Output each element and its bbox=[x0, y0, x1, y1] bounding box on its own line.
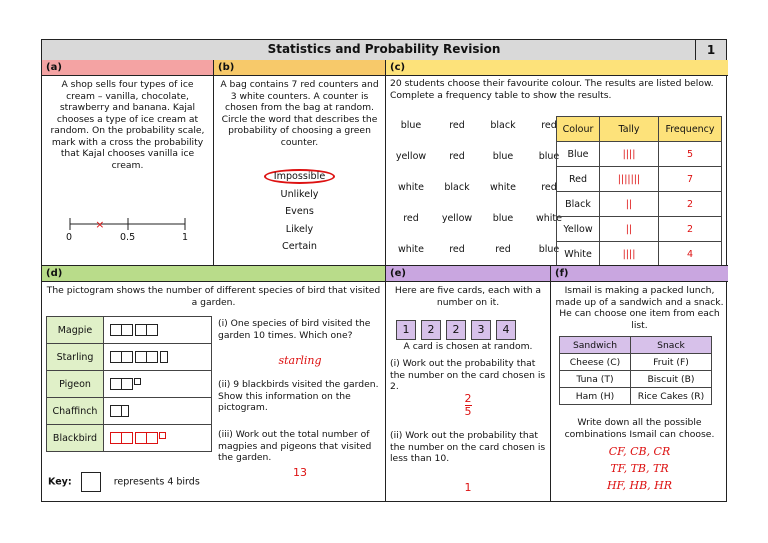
d-answer-3: 13 bbox=[293, 466, 307, 479]
data-cell: red bbox=[541, 182, 557, 193]
card: 2 bbox=[446, 320, 466, 340]
data-cell: blue bbox=[538, 151, 560, 162]
section-d bbox=[42, 266, 386, 502]
scale-label-1: 1 bbox=[182, 232, 189, 243]
card: 1 bbox=[396, 320, 416, 340]
section-f-label: (f) bbox=[551, 266, 728, 282]
data-cell: blue bbox=[492, 213, 514, 224]
snack-cell: Rice Cakes (R) bbox=[631, 388, 712, 405]
section-d-label: (d) bbox=[42, 266, 385, 282]
section-b-text: A bag contains 7 red counters and 3 white counters. A counter is chosen from the bag at random. Circle the word that describes the probability of choosing a green counter. bbox=[220, 79, 379, 148]
fraction-numerator: 2 bbox=[464, 392, 472, 405]
row-freq: 5 bbox=[659, 142, 722, 167]
pictogram-key bbox=[48, 472, 200, 492]
e-chosen: A card is chosen at random. bbox=[403, 341, 533, 352]
data-cell: red bbox=[403, 213, 419, 224]
key-label: Key: bbox=[48, 476, 72, 488]
pictogram-row bbox=[104, 398, 212, 425]
frequency-table bbox=[556, 116, 722, 266]
data-cell: red bbox=[449, 244, 465, 255]
section-e-label: (e) bbox=[386, 266, 550, 282]
row-colour: Red bbox=[557, 167, 600, 192]
bird-label: Blackbird bbox=[47, 425, 104, 452]
card: 3 bbox=[471, 320, 491, 340]
pictogram-row bbox=[104, 317, 212, 344]
section-c-label: (c) bbox=[386, 60, 728, 76]
title-bar bbox=[42, 40, 726, 61]
key-square-icon bbox=[81, 472, 101, 492]
lunch-table bbox=[559, 336, 712, 405]
data-cell: yellow bbox=[441, 213, 473, 224]
worksheet-title: Statistics and Probability Revision bbox=[267, 42, 501, 56]
snack-cell: Fruit (F) bbox=[631, 354, 712, 371]
sandwich-cell: Tuna (T) bbox=[560, 371, 631, 388]
row-tally: |||| bbox=[600, 242, 659, 267]
e-answer-1 bbox=[386, 393, 550, 418]
word-impossible: Impossible bbox=[264, 169, 335, 184]
row-tally: || bbox=[600, 217, 659, 242]
answer-line: HF, HB, HR bbox=[606, 479, 673, 492]
data-cell: red bbox=[541, 120, 557, 131]
probability-words bbox=[214, 168, 385, 256]
sandwich-cell: Cheese (C) bbox=[560, 354, 631, 371]
answer-line: CF, CB, CR bbox=[608, 445, 671, 458]
data-cell: black bbox=[490, 120, 516, 131]
worksheet-number: 1 bbox=[695, 40, 726, 60]
vanilla-cross-mark: × bbox=[95, 218, 105, 231]
f-question: Write down all the possible combinations Ismail can choose. bbox=[564, 417, 715, 440]
key-text: represents 4 birds bbox=[113, 476, 200, 488]
section-f bbox=[551, 266, 728, 502]
d-q3: (iii) Work out the total number of magpies and pigeons that visited the garden. bbox=[218, 429, 372, 463]
worksheet bbox=[41, 39, 727, 502]
data-cell: blue bbox=[492, 151, 514, 162]
data-cell: yellow bbox=[395, 151, 427, 162]
row-freq: 7 bbox=[659, 167, 722, 192]
scale-label-half: 0.5 bbox=[120, 232, 136, 243]
snack-cell: Biscuit (B) bbox=[631, 371, 712, 388]
e-q2: (ii) Work out the probability that the number on the card chosen is less than 10. bbox=[390, 430, 546, 464]
word-certain: Certain bbox=[282, 241, 317, 252]
sandwich-cell: Ham (H) bbox=[560, 388, 631, 405]
header-frequency: Frequency bbox=[659, 117, 722, 142]
bird-label: Pigeon bbox=[47, 371, 104, 398]
row-freq: 4 bbox=[659, 242, 722, 267]
bird-label: Chaffinch bbox=[47, 398, 104, 425]
row-tally: |||| bbox=[600, 142, 659, 167]
row-freq: 2 bbox=[659, 217, 722, 242]
data-cell: red bbox=[449, 120, 465, 131]
f-answers bbox=[551, 443, 728, 494]
e-answer-2: 1 bbox=[464, 481, 472, 494]
section-f-text: Ismail is making a packed lunch, made up of a sandwich and a snack. He can choose one item from each list. bbox=[555, 285, 724, 331]
section-b-label: (b) bbox=[214, 60, 385, 76]
word-likely: Likely bbox=[285, 223, 314, 235]
section-b bbox=[214, 60, 386, 266]
number-cards bbox=[396, 318, 521, 340]
data-cell: blue bbox=[400, 120, 422, 131]
row-tally: ||||||| bbox=[600, 167, 659, 192]
d-q1: (i) One species of bird visited the garden 10 times. Which one? bbox=[218, 318, 371, 341]
data-cell: red bbox=[495, 244, 511, 255]
pictogram-row bbox=[104, 425, 212, 452]
data-cell: white bbox=[398, 244, 424, 255]
section-d-text: The pictogram shows the number of different species of bird that visited a garden. bbox=[46, 285, 381, 308]
section-a-label: (a) bbox=[42, 60, 213, 76]
card: 4 bbox=[496, 320, 516, 340]
row-tally: || bbox=[600, 192, 659, 217]
d-q2: (ii) 9 blackbirds visited the garden. Show this information on the pictogram. bbox=[218, 379, 379, 413]
header-tally: Tally bbox=[600, 117, 659, 142]
word-unlikely: Unlikely bbox=[280, 188, 319, 200]
fraction-denominator: 5 bbox=[464, 405, 472, 418]
data-cell: white bbox=[490, 182, 516, 193]
section-e bbox=[386, 266, 551, 502]
word-evens: Evens bbox=[285, 206, 314, 217]
card: 2 bbox=[421, 320, 441, 340]
row-freq: 2 bbox=[659, 192, 722, 217]
section-a bbox=[42, 60, 214, 266]
row-colour: White bbox=[557, 242, 600, 267]
pictogram-row bbox=[104, 371, 212, 398]
data-cell: black bbox=[444, 182, 470, 193]
row-colour: Black bbox=[557, 192, 600, 217]
row-colour: Yellow bbox=[557, 217, 600, 242]
data-cell: blue bbox=[538, 244, 560, 255]
bird-label: Starling bbox=[47, 344, 104, 371]
header-snack: Snack bbox=[631, 337, 712, 354]
section-e-text: Here are five cards, each with a number on it. bbox=[394, 285, 542, 308]
section-a-text: A shop sells four types of ice cream – vanilla, chocolate, strawberry and banana. Kajal chooses a type of ice cream at random. On the probability scale, mark with a cross the probability that Kajal chooses vanilla ice cream. bbox=[50, 79, 205, 171]
header-sandwich: Sandwich bbox=[560, 337, 631, 354]
section-c bbox=[386, 60, 728, 266]
section-c-text: 20 students choose their favourite colour. The results are listed below. Complete a frequency table to show the results. bbox=[390, 78, 714, 101]
d-answer-1: starling bbox=[278, 354, 322, 367]
colour-data-grid bbox=[388, 110, 572, 265]
answer-line: TF, TB, TR bbox=[610, 462, 669, 475]
data-cell: red bbox=[449, 151, 465, 162]
pictogram-row bbox=[104, 344, 212, 371]
e-q1: (i) Work out the probability that the number on the card chosen is 2. bbox=[390, 358, 546, 392]
header-colour: Colour bbox=[557, 117, 600, 142]
data-cell: white bbox=[536, 213, 562, 224]
bird-pictogram bbox=[46, 316, 212, 452]
data-cell: white bbox=[398, 182, 424, 193]
row-colour: Blue bbox=[557, 142, 600, 167]
bird-label: Magpie bbox=[47, 317, 104, 344]
scale-label-0: 0 bbox=[66, 232, 73, 243]
